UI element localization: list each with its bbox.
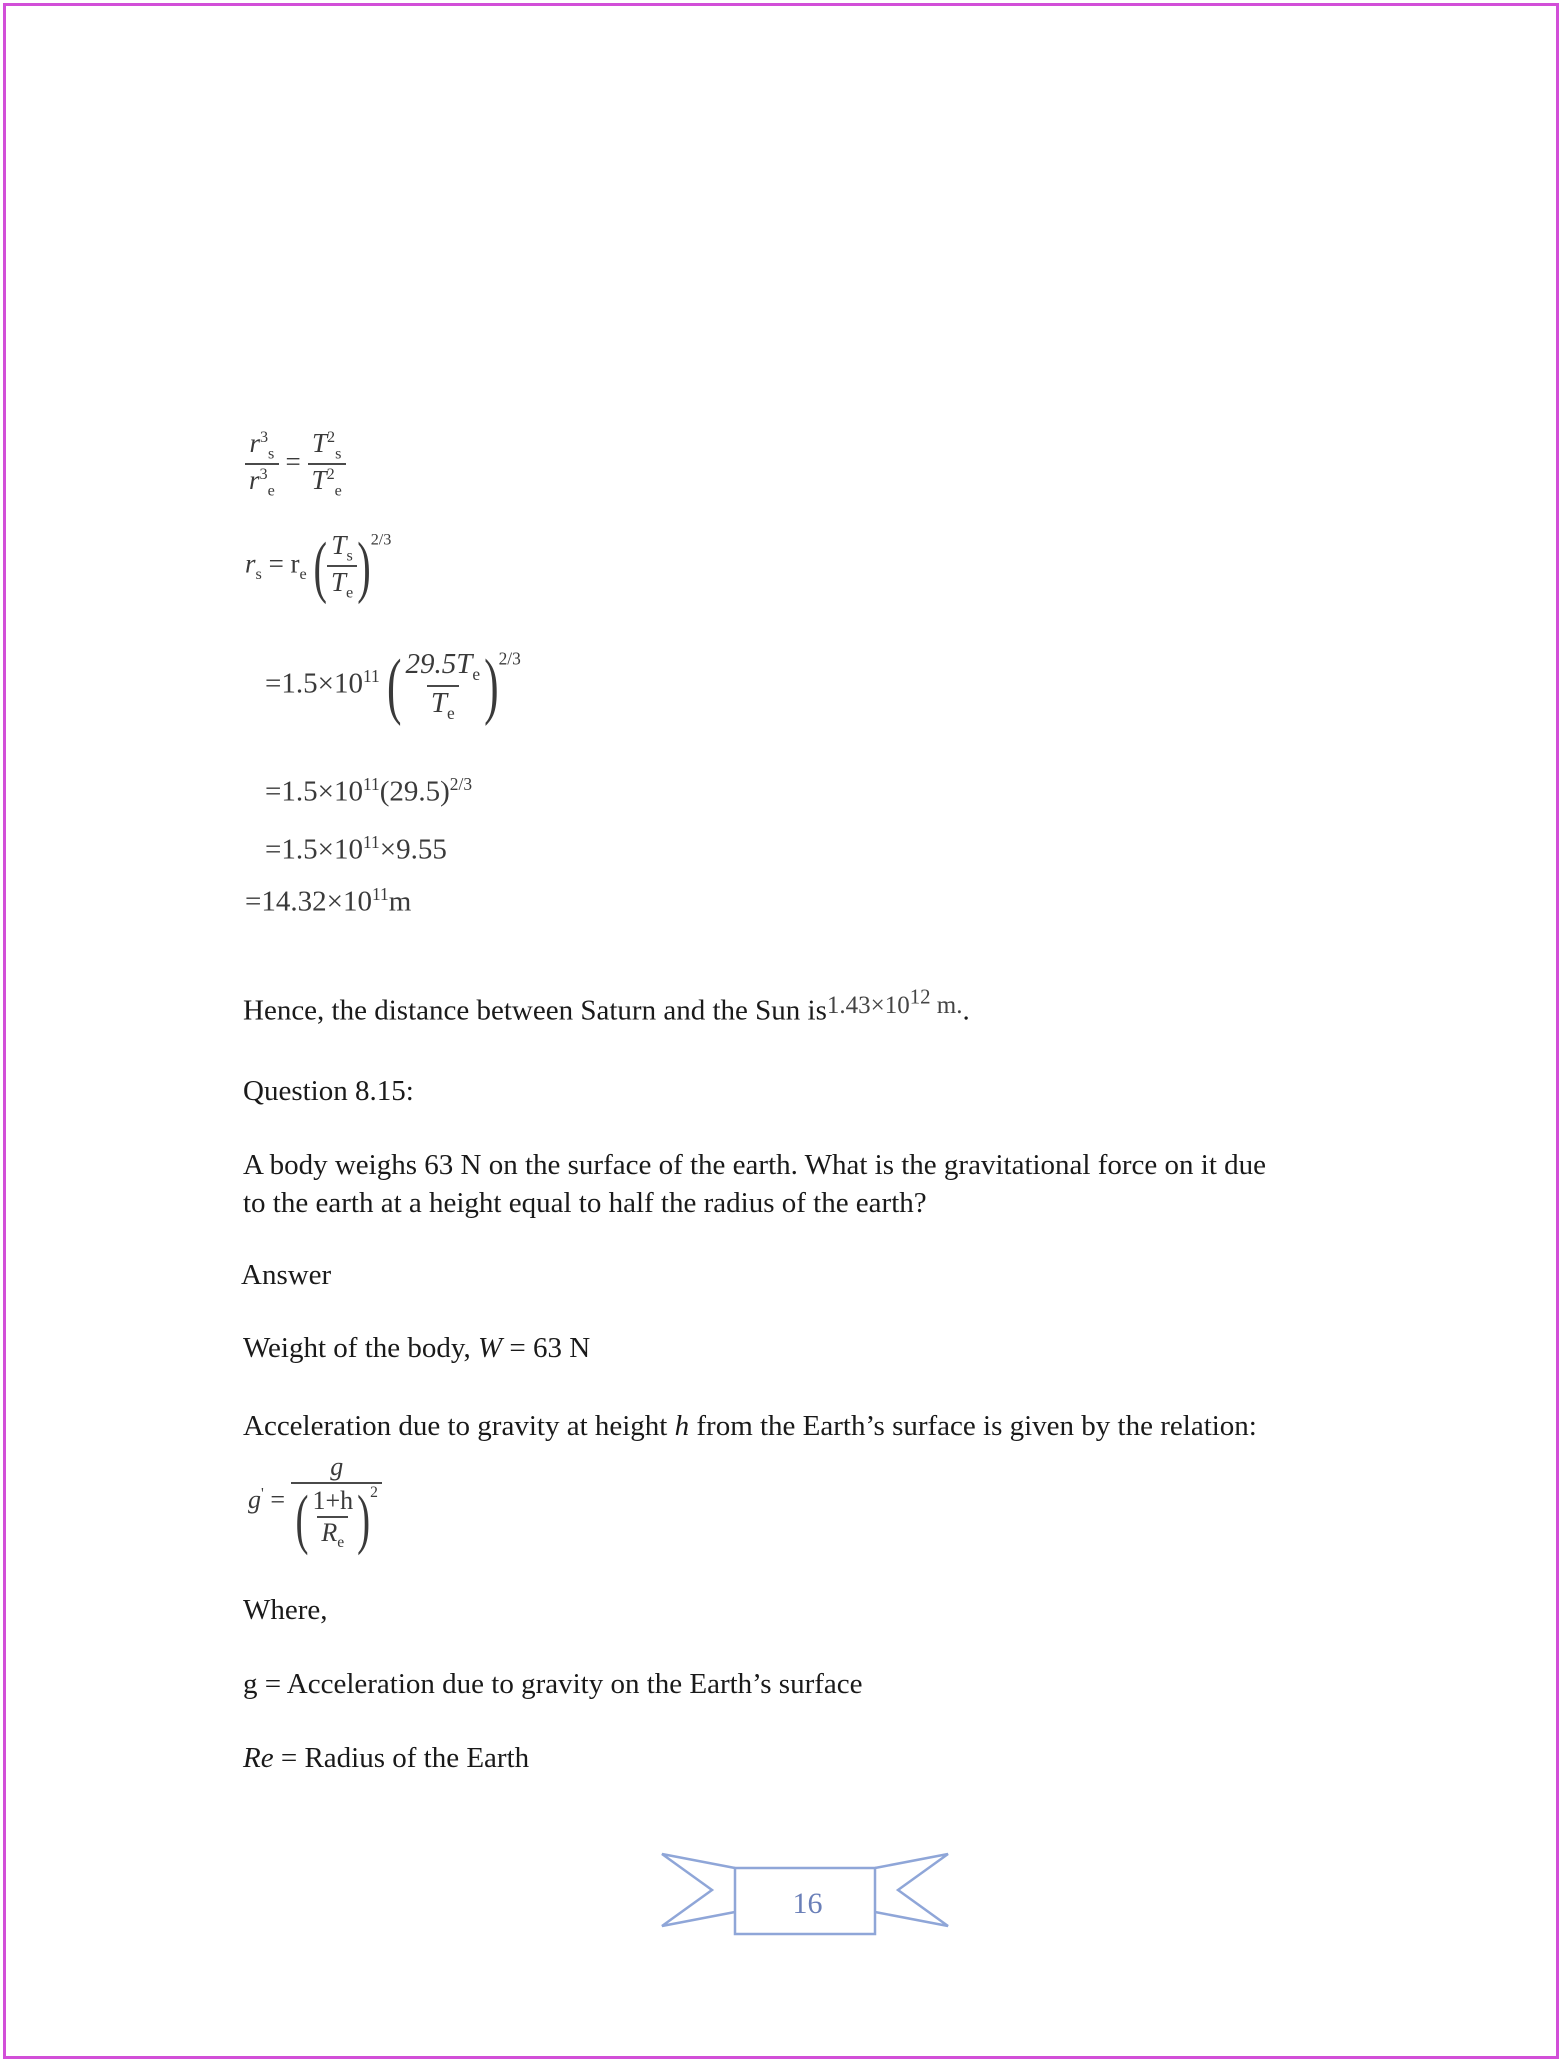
page-number: 16 — [792, 1887, 823, 1920]
conclusion-text: Hence, the distance between Saturn and the Sun $is1.43\times 10^{12}$ m.. — [243, 985, 970, 1027]
question-heading: Question 8.15: — [243, 1075, 414, 1107]
question-line-1: A body weighs 63 N on the surface of the earth. What is the gravitational force on it due — [243, 1149, 1267, 1181]
equation-step-3: $=1.5\times 10^{11}\times 9.55$ — [265, 832, 447, 866]
equation-step-2: $=1.5\times 10^{11}(29.5)^{2/3}$ — [265, 774, 473, 808]
page-border — [3, 3, 1559, 2059]
where-label: Where, — [243, 1594, 328, 1626]
weight-statement: Weight of the body, W = 63 N — [243, 1332, 591, 1364]
equation-g-prime: g' = g ( $\frac{1+h}{R_e}$ )$^2$ — [248, 1452, 382, 1552]
equation-kepler-ratio: $\frac{r^3_s}{r^3_e}$ = $\frac{T^2_s}{T^2_e}$ — [245, 428, 346, 501]
equation-rs-formula: $r_s = r_e$ ( $\frac{T_s}{T_e}$ )$^{2/3}$ — [245, 528, 392, 605]
re-definition: Re = Radius of the Earth — [243, 1742, 530, 1774]
answer-heading: Answer — [241, 1259, 332, 1291]
equation-step-1: $=1.5\times 10^{11}$ ( $\frac{29.5T_e}{T_e}$ )$^{2/3}$ — [265, 644, 521, 727]
question-line-2: to the earth at a height equal to half the radius of the earth? — [243, 1187, 927, 1219]
equation-step-4: $=14.32\times 10^{11}m$ — [245, 884, 412, 918]
acceleration-statement: Acceleration due to gravity at height h from the Earth’s surface is given by the relation: — [243, 1410, 1257, 1442]
g-definition: g = Acceleration due to gravity on the Earth’s surface — [243, 1668, 863, 1700]
